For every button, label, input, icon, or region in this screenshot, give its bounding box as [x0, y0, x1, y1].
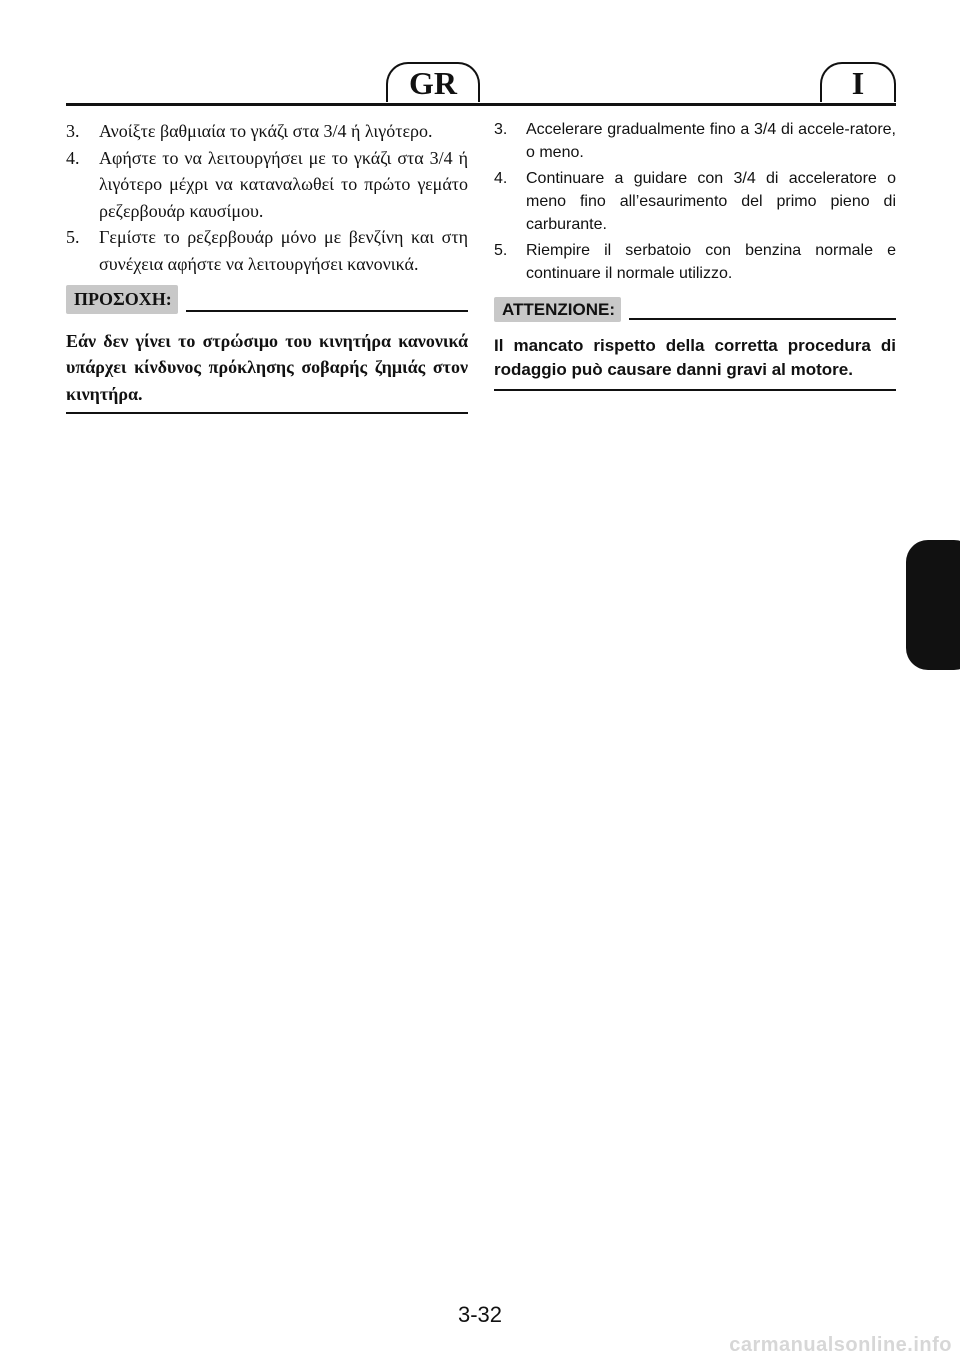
caution-label: ΠΡΟΣΟΧΗ:: [66, 285, 178, 314]
list-item: [494, 118, 896, 164]
step-text: Accelerare gradualmente fino a 3/4 di accele-ratore, o meno.: [526, 121, 896, 161]
caution-end-rule: [494, 389, 896, 391]
caution-rule: [629, 318, 896, 320]
page-number: 3-32: [457, 1302, 503, 1327]
caution-label: ATTENZIONE:: [494, 297, 621, 322]
caution-text: Εάν δεν γίνει το στρώσιμο του κινητήρα κανονικά υπάρχει κίνδυνος πρόκλησης σοβαρής ζημιάς στον κινητήρα.: [66, 330, 468, 404]
list-item: [66, 145, 468, 225]
chapter-thumb-tab: [906, 540, 960, 670]
header-rule: [66, 103, 896, 106]
step-text: Αφήστε το να λειτουργήσει με το γκάζι στα 3/4 ή λιγότερο μέχρι να καταναλωθεί το πρώτο γεμάτο ρεζερβουάρ καυσίμου.: [99, 147, 468, 221]
watermark: carmanualsonline.info: [729, 1334, 952, 1356]
step-number: 5.: [494, 242, 508, 259]
list-item: [66, 224, 468, 277]
list-item: [494, 167, 896, 236]
step-number: 3.: [66, 121, 80, 141]
italian-column: [494, 118, 896, 391]
step-number: 3.: [494, 121, 508, 138]
step-text: Γεμίστε το ρεζερβουάρ μόνο με βενζίνη και στη συνέχεια αφήστε να λειτουργήσει κανονικά.: [99, 227, 468, 274]
list-item: [494, 239, 896, 285]
caution-end-rule: [66, 412, 468, 414]
caution-text: Il mancato rispetto della corretta procedura di rodaggio può causare danni gravi al motore.: [494, 336, 896, 379]
language-tab-italian: I: [820, 62, 896, 102]
step-number: 4.: [494, 170, 508, 187]
step-text: Continuare a guidare con 3/4 di acceleratore o meno fino all’esaurimento del primo pieno di carburante.: [526, 170, 896, 233]
caution-rule: [186, 310, 468, 312]
step-number: 5.: [66, 227, 80, 247]
step-number: 4.: [66, 147, 80, 168]
caution-heading: [494, 297, 896, 322]
caution-heading: [66, 285, 468, 314]
greek-column: [66, 118, 468, 414]
step-text: Riempire il serbatoio con benzina normale e continuare il normale utilizzo.: [526, 242, 896, 282]
list-item: [66, 118, 468, 145]
step-text: Ανοίξτε βαθμιαία το γκάζι στα 3/4 ή λιγότερο.: [99, 121, 433, 141]
language-tab-greek: GR: [386, 62, 480, 102]
